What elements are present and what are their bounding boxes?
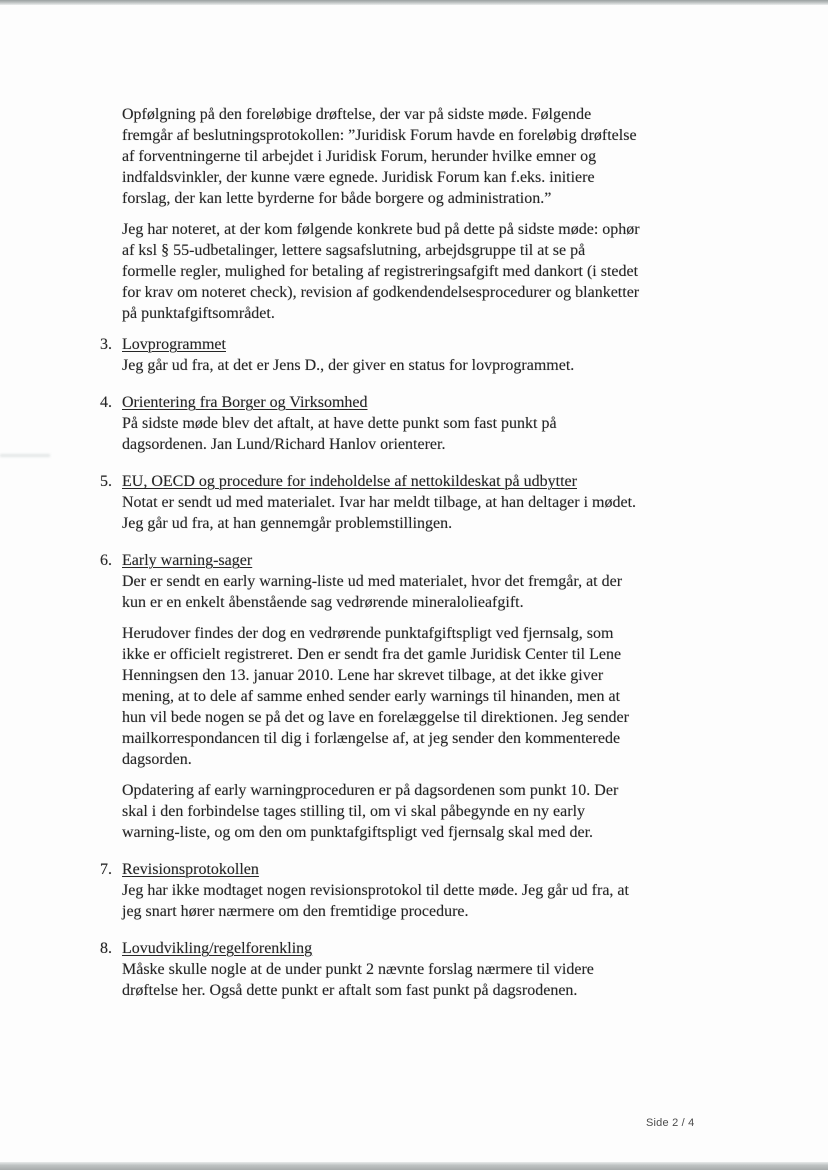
agenda-item <box>100 334 640 386</box>
agenda-item <box>100 392 640 465</box>
scan-edge-top <box>0 0 828 5</box>
item-body <box>122 471 640 544</box>
agenda-item <box>100 859 640 932</box>
item-body <box>122 938 640 1011</box>
item-paragraph: Notat er sendt ud med materialet. Ivar har meldt tilbage, at han deltager i mødet. Jeg går ud fra, at han gennemgår problemstillingen. <box>122 494 637 532</box>
intro-paragraph: Opfølgning på den foreløbige drøftelse, der var på sidste møde. Følgende fremgår af beslutningsprotokollen: ”Juridisk Forum havde en foreløbig drøftelse af forventningerne til arbejdet i Juridisk Forum, herunder hvilke emner og indfaldsvinkler, der kunne være egnede. Juridisk Forum kan f.eks. initiere forslag, der kan lette byrderne for både borgere og administration.” <box>122 106 637 207</box>
item-number: 5. <box>100 473 112 490</box>
item-body <box>122 392 640 465</box>
item-title: Lovprogrammet <box>122 336 226 353</box>
item-paragraph: Måske skulle nogle at de under punkt 2 nævnte forslag nærmere til videre drøftelse her. Også dette punkt er aftalt som fast punkt på dagsrodenen. <box>122 961 594 999</box>
page-number: Side 2 / 4 <box>646 1117 695 1129</box>
item-paragraph: Jeg går ud fra, at det er Jens D., der giver en status for lovprogrammet. <box>122 357 575 374</box>
agenda-list <box>100 334 640 1011</box>
item-paragraph: Jeg har ikke modtaget nogen revisionsprotokol til dette møde. Jeg går ud fra, at jeg snart hører nærmere om den fremtidige procedure. <box>122 882 629 920</box>
intro-section <box>122 104 640 324</box>
item-number: 7. <box>100 861 112 878</box>
item-number: 8. <box>100 940 112 957</box>
item-body <box>122 334 640 386</box>
item-title: Lovudvikling/regelforenkling <box>122 940 313 957</box>
intro-paragraph: Jeg har noteret, at der kom følgende konkrete bud på dette på sidste møde: ophør af ksl § 55-udbetalinger, lettere sagsafslutning, arbejdsgruppe til at se på formelle regler, mulighed for betaling af registreringsafgift med dankort (i stedet for krav om noteret check), revision af godkendendelsesprocedurer og blanketter på punktafgiftsområdet. <box>122 221 640 322</box>
item-number: 6. <box>100 552 112 569</box>
document-content <box>100 104 640 1011</box>
item-title: Orientering fra Borger og Virksomhed <box>122 394 368 411</box>
item-paragraph: På sidste møde blev det aftalt, at have dette punkt som fast punkt på dagsordenen. Jan Lund/Richard Hanlov orienterer. <box>122 415 557 453</box>
agenda-item <box>100 938 640 1011</box>
scan-edge-bottom <box>0 1162 828 1170</box>
item-number: 4. <box>100 394 112 411</box>
item-paragraph: Herudover findes der dog en vedrørende punktafgiftspligt ved fjernsalg, som ikke er officielt registreret. Den er sendt fra det gamle Juridisk Center til Lene Henningsen den 13. januar 2010. Lene har skrevet tilbage, at det ikke giver mening, at to dele af samme enhed sender early warnings til hinanden, men at hun vil bede nogen se på det og lave en forelæggelse til direktionen. Jeg sender mailkorrespondancen til dig i forlængelse af, at jeg sender den kommenterede dagsorden. <box>122 625 629 768</box>
scan-artifact-line <box>0 454 50 457</box>
item-title: EU, OECD og procedure for indeholdelse af nettokildeskat på udbytter <box>122 473 577 490</box>
item-body <box>122 859 640 932</box>
item-number: 3. <box>100 336 112 353</box>
item-paragraph: Der er sendt en early warning-liste ud med materialet, hvor det fremgår, at der kun er en enkelt åbenstående sag vedrørende mineralolieafgift. <box>122 573 623 611</box>
agenda-item <box>100 550 640 853</box>
item-body <box>122 550 640 853</box>
agenda-item <box>100 471 640 544</box>
item-title: Early warning-sager <box>122 552 253 569</box>
item-title: Revisionsprotokollen <box>122 861 259 878</box>
item-paragraph: Opdatering af early warningproceduren er på dagsordenen som punkt 10. Der skal i den forbindelse tages stilling til, om vi skal påbegynde en ny early warning-liste, og om den om punktafgiftspligt ved fjernsalg skal med der. <box>122 782 619 841</box>
